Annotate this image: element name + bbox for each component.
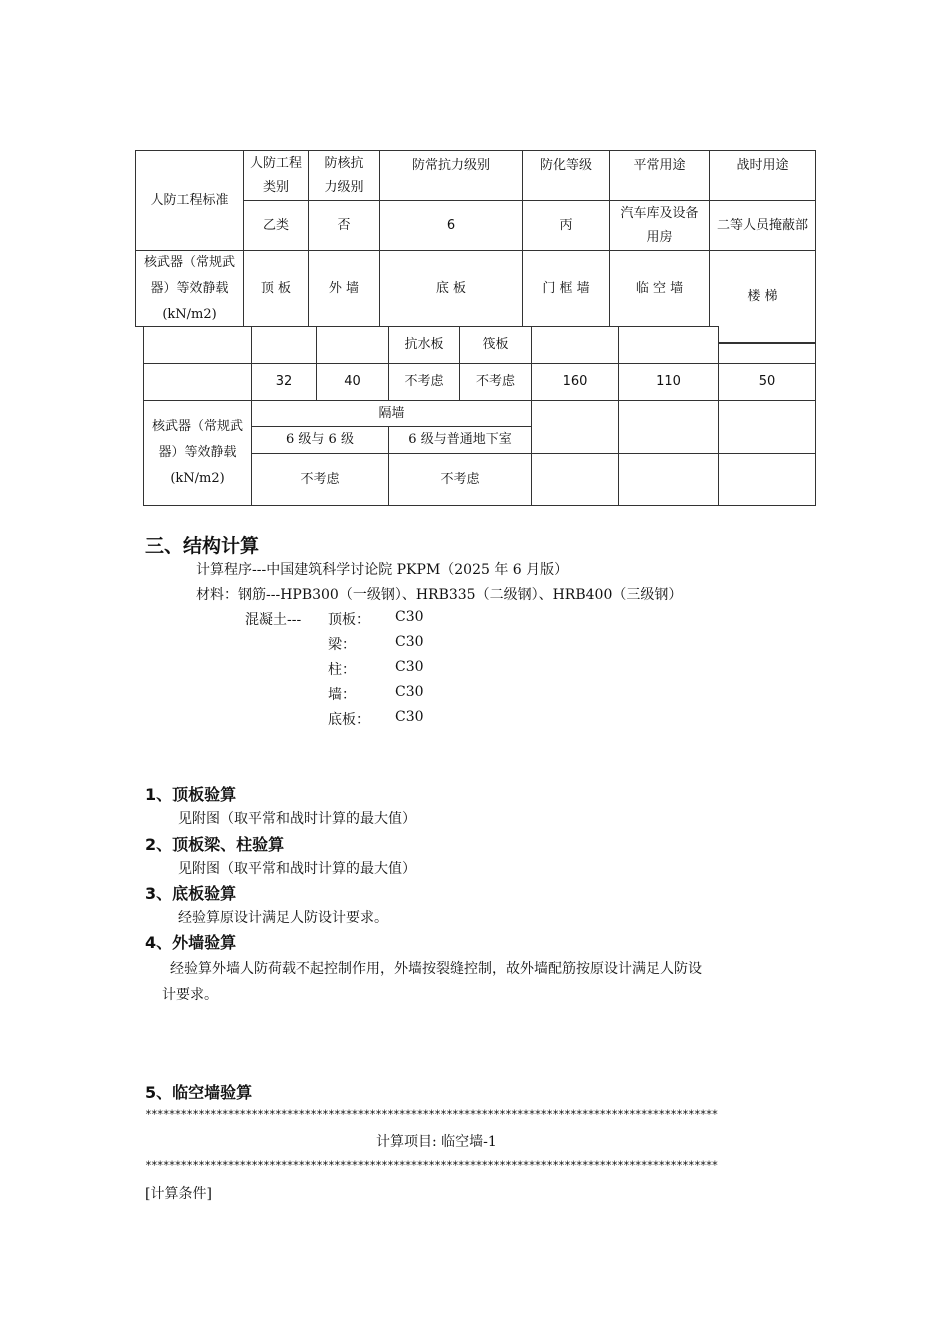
col-external-wall	[308, 250, 380, 327]
value-exposed-wall	[618, 363, 719, 401]
concrete-item-base: 底板：	[328, 712, 370, 728]
header-chemical-level-text: 防化等级	[539, 158, 592, 173]
empty-cell	[718, 453, 816, 506]
empty-cell	[316, 326, 389, 364]
concrete-grade-column: C30	[395, 659, 424, 675]
value-anti-water-slab-text: 不考虑	[404, 374, 444, 389]
concrete-grade-wall: C30	[395, 684, 424, 700]
value-project-type	[243, 200, 309, 251]
col-external-wall-text: 外 墙	[328, 280, 360, 296]
empty-cell	[618, 453, 719, 506]
partition-6-6-text: 6 级与 6 级	[286, 432, 354, 447]
col-door-frame-wall	[522, 250, 610, 327]
partition-6-basement	[388, 426, 532, 454]
concrete-item-wall: 墙：	[328, 687, 356, 703]
divider	[815, 342, 816, 364]
value-conventional-level-text: 6	[446, 217, 456, 233]
section-title: 三、结构计算	[145, 535, 260, 557]
col-stair-text: 楼 梯	[747, 289, 778, 304]
calc-conditions-label: [计算条件]	[145, 1186, 212, 1202]
value-external-wall	[316, 363, 389, 401]
col-stair	[709, 250, 816, 344]
value-chemical-level-text: 丙	[559, 217, 573, 233]
value-partition-6-basement-text: 不考虑	[440, 471, 480, 487]
col-roof-text: 顶 板	[260, 280, 292, 296]
header-partition-text: 隔墙	[378, 405, 405, 421]
sub-raft-slab-text: 筏板	[482, 337, 509, 352]
empty-cell	[251, 326, 317, 364]
header-wartime-use-text: 战时用途	[736, 158, 789, 173]
header-conventional-level	[379, 150, 523, 201]
empty-cell	[143, 363, 252, 401]
col-exposed-wall-text: 临 空 墙	[635, 280, 684, 296]
check-3-title: 3、底板验算	[145, 884, 237, 903]
col-base-slab	[379, 250, 523, 327]
concrete-item-column: 柱：	[328, 662, 356, 678]
label-equivalent-load-1-text: 核武器（常规武器）等效静载(kN/m2)	[143, 254, 235, 322]
value-anti-water-slab	[388, 363, 460, 401]
value-wartime-use-text: 二等人员掩蔽部	[716, 217, 808, 233]
empty-cell	[718, 400, 816, 454]
sub-anti-water-slab	[388, 326, 460, 364]
col-base-slab-text: 底 板	[435, 280, 467, 296]
concrete-grade-base: C30	[395, 709, 424, 725]
concrete-grade-roof: C30	[395, 609, 424, 625]
separator-stars-bottom: *************************************************************************************************	[145, 1159, 718, 1172]
value-stair-text: 50	[758, 374, 776, 389]
empty-cell	[143, 326, 252, 364]
value-peacetime-use-text: 汽车库及设备用房	[620, 205, 699, 245]
label-standard-text: 人防工程标准	[150, 192, 229, 208]
value-partition-6-6-text: 不考虑	[300, 471, 340, 487]
concrete-item-beam: 梁：	[328, 637, 356, 653]
header-conventional-level-text: 防常抗力级别	[411, 158, 490, 173]
value-project-type-text: 乙类	[262, 217, 289, 233]
concrete-grade-beam: C30	[395, 634, 424, 650]
partition-6-6	[251, 426, 389, 454]
value-partition-6-basement	[388, 453, 532, 506]
check-1-body: 见附图（取平常和战时计算的最大值）	[178, 811, 416, 827]
sub-anti-water-slab-text: 抗水板	[404, 337, 444, 352]
check-5-title: 5、临空墙验算	[145, 1083, 253, 1102]
value-roof	[251, 363, 317, 401]
header-peacetime-use-text: 平常用途	[633, 158, 686, 173]
header-partition	[251, 400, 532, 427]
value-raft-slab	[459, 363, 532, 401]
check-4-title: 4、外墙验算	[145, 933, 237, 952]
header-nuclear-level	[308, 150, 380, 201]
header-wartime-use	[709, 150, 816, 201]
check-4-body-line-2: 计要求。	[162, 987, 218, 1003]
separator-stars-top: *************************************************************************************************	[145, 1108, 718, 1121]
check-2-body: 见附图（取平常和战时计算的最大值）	[178, 861, 416, 877]
label-equivalent-load-1	[135, 250, 244, 327]
empty-cell	[618, 326, 719, 364]
materials-line: 材料：钢筋---HPB300（一级钢）、HRB335（二级钢）、HRB400（三级钢）	[196, 587, 683, 603]
value-nuclear-level	[308, 200, 380, 251]
value-chemical-level	[522, 200, 610, 251]
divider	[718, 342, 816, 343]
value-door-frame-wall-text: 160	[562, 374, 588, 389]
value-raft-slab-text: 不考虑	[475, 374, 515, 389]
value-wartime-use	[709, 200, 816, 251]
col-exposed-wall	[609, 250, 710, 327]
label-equivalent-load-2	[143, 400, 252, 506]
concrete-item-roof: 顶板：	[328, 612, 370, 628]
header-nuclear-level-text: 防核抗力级别	[324, 155, 364, 195]
header-peacetime-use	[609, 150, 710, 201]
check-4-body-line-1: 经验算外墙人防荷载不起控制作用，外墙按裂缝控制，故外墙配筋按原设计满足人防设	[170, 961, 702, 977]
value-external-wall-text: 40	[344, 374, 361, 389]
value-stair	[718, 363, 816, 401]
value-partition-6-6	[251, 453, 389, 506]
check-3-body: 经验算原设计满足人防设计要求。	[178, 910, 388, 926]
sub-raft-slab	[459, 326, 532, 364]
label-standard	[135, 150, 244, 251]
header-chemical-level	[522, 150, 610, 201]
header-project-type-text: 人防工程类别	[250, 155, 303, 195]
empty-cell	[531, 326, 619, 364]
col-roof	[243, 250, 309, 327]
label-equivalent-load-2-text: 核武器（常规武器）等效静载(kN/m2)	[151, 419, 243, 486]
value-nuclear-level-text: 否	[337, 217, 351, 233]
value-exposed-wall-text: 110	[656, 374, 681, 389]
empty-cell	[618, 400, 719, 454]
check-2-title: 2、顶板梁、柱验算	[145, 835, 285, 854]
partition-6-basement-text: 6 级与普通地下室	[408, 432, 512, 447]
value-door-frame-wall	[531, 363, 619, 401]
header-project-type	[243, 150, 309, 201]
empty-cell	[531, 453, 619, 506]
check-1-title: 1、顶板验算	[145, 785, 237, 804]
col-door-frame-wall-text: 门 框 墙	[542, 280, 590, 296]
program-line: 计算程序---中国建筑科学讨论院 PKPM（2025 年 6 月版）	[196, 562, 569, 578]
value-roof-text: 32	[275, 374, 293, 389]
concrete-prefix: 混凝土---	[245, 612, 302, 628]
value-peacetime-use	[609, 200, 710, 251]
empty-cell	[531, 400, 619, 454]
value-conventional-level	[379, 200, 523, 251]
calc-project-title: 计算项目: 临空墙-1	[376, 1134, 497, 1150]
